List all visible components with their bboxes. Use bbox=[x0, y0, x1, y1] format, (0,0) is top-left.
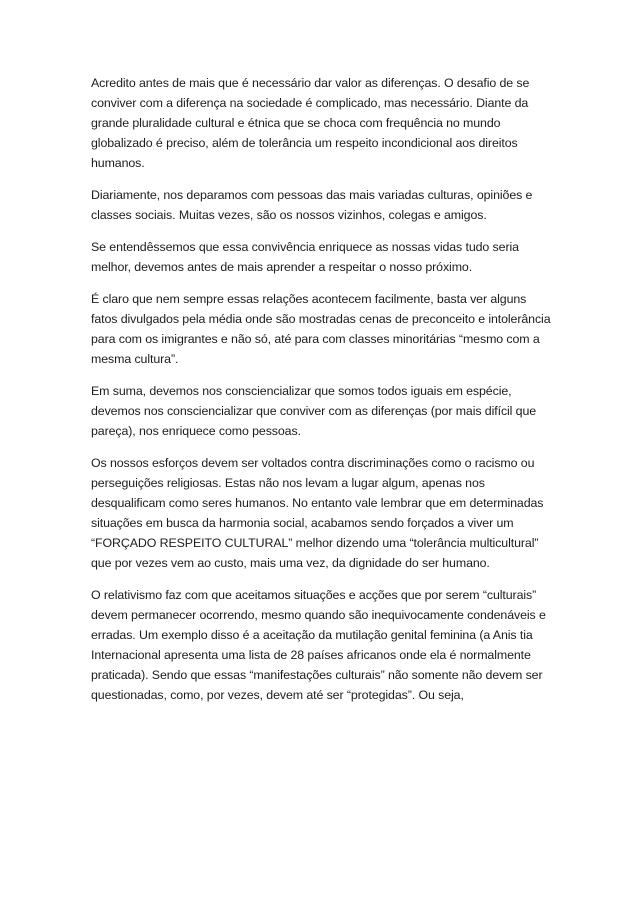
paragraph-6: Os nossos esforços devem ser voltados contra discriminações como o racismo ou perseguições religiosas. Estas não nos levam a lugar algum, apenas nos desqualificam como seres humanos. No entanto vale lembrar que em determinadas situações em busca da harmonia social, acabamos sendo forçados a viver um “FORÇADO RESPEITO CULTURAL” melhor dizendo uma “tolerância multicultural” que por vezes vem ao custo, mais uma vez, da dignidade do ser humano. bbox=[91, 456, 544, 570]
paragraph-1: Acredito antes de mais que é necessário dar valor as diferenças. O desafio de se conviver com a diferença na sociedade é complicado, mas necessário. Diante da grande pluralidade cultural e étnica que se choca com frequência no mundo globalizado é preciso, além de tolerância um respeito incondicional aos direitos humanos. bbox=[91, 76, 530, 170]
paragraph-4: É claro que nem sempre essas relações acontecem facilmente, basta ver alguns fatos divulgados pela média onde são mostradas cenas de preconceito e intolerância para com os imigrantes e não só, até para com classes minoritárias “mesmo com a mesma cultura”. bbox=[91, 292, 551, 366]
paragraph-5: Em suma, devemos nos consciencializar que somos todos iguais em espécie, devemos nos consciencializar que conviver com as diferenças (por mais difícil que pareça), nos enriquece como pessoas. bbox=[91, 384, 537, 438]
paragraph-7: O relativismo faz com que aceitamos situações e acções que por serem “culturais” devem permanecer ocorrendo, mesmo quando são inequivocamente condenáveis e erradas. Um exemplo disso é a aceitação da mutilação genital feminina (a Anis tia Internacional apresenta uma lista de 28 países africanos onde ela é normalmente praticada). Sendo que essas “manifestações culturais” não somente não devem ser questionadas, como, por vezes, devem até ser “protegidas”. Ou seja, bbox=[91, 588, 546, 702]
paragraph-3: Se entendêssemos que essa convivência enriquece as nossas vidas tudo seria melhor, devemos antes de mais aprender a respeitar o nosso próximo. bbox=[91, 240, 519, 274]
document-body bbox=[91, 73, 553, 717]
paragraph-2: Diariamente, nos deparamos com pessoas das mais variadas culturas, opiniões e classes sociais. Muitas vezes, são os nossos vizinhos, colegas e amigos. bbox=[91, 188, 533, 222]
